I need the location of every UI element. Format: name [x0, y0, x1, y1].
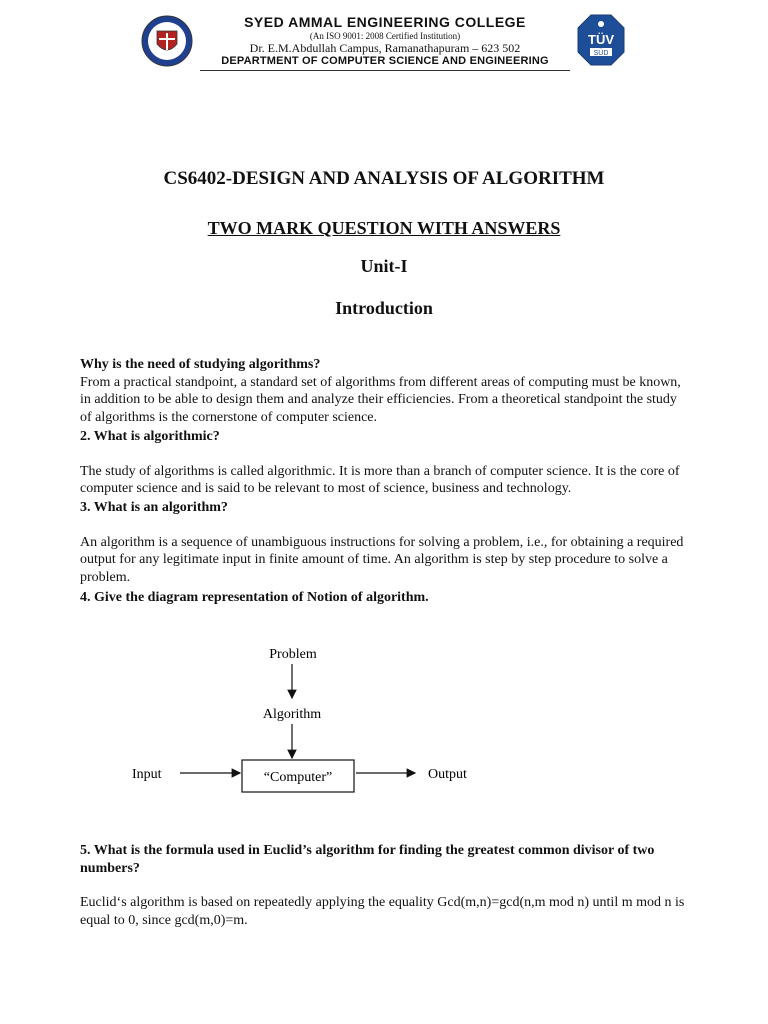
document-subtitle [0, 218, 768, 239]
qa-block-1 [80, 356, 690, 426]
diagram-output-label: Output [428, 767, 467, 782]
qa-block-4 [80, 589, 690, 607]
question-5: 5. What is the formula used in Euclid’s algorithm for finding the greatest common divisor of two numbers? [80, 843, 655, 876]
tuv-logo-sub: SÜD [593, 50, 609, 57]
question-4: 4. Give the diagram representation of Notion of algorithm. [80, 590, 429, 605]
qa-block-2 [80, 428, 690, 498]
question-2: 2. What is algorithmic? [80, 429, 220, 444]
department-name: DEPARTMENT OF COMPUTER SCIENCE AND ENGINEERING [221, 55, 549, 67]
college-name: SYED AMMAL ENGINEERING COLLEGE [244, 14, 526, 30]
header-divider [200, 70, 570, 71]
section-heading: Introduction [335, 298, 433, 318]
campus-address: Dr. E.M.Abdullah Campus, Ramanathapuram – 623 502 [249, 41, 521, 55]
question-1: Why is the need of studying algorithms? [80, 357, 321, 372]
diagram-computer-label: “Computer” [263, 770, 333, 785]
diagram-problem-label: Problem [269, 647, 317, 662]
tuv-logo-text: TÜV [588, 32, 614, 47]
question-3: 3. What is an algorithm? [80, 500, 228, 515]
diagram-input-label: Input [132, 767, 162, 782]
unit-heading: Unit-I [360, 256, 408, 276]
answer-5: Euclid‘s algorithm is based on repeatedly applying the equality Gcd(m,n)=gcd(n,m mod n) until m mod n is equal to 0, since gcd(m,0)=m. [80, 895, 685, 928]
notion-of-algorithm-diagram [120, 640, 500, 800]
qa-block-3 [80, 499, 690, 586]
tuv-certification-logo [577, 14, 625, 66]
subtitle-text: TWO MARK QUESTION WITH ANSWERS [207, 218, 561, 238]
answer-3: An algorithm is a sequence of unambiguous instructions for solving a problem, i.e., for obtaining a required output for any legitimate input in finite amount of time. An algorithm is step by step procedure to solve a problem. [80, 534, 684, 585]
course-title: CS6402-DESIGN AND ANALYSIS OF ALGORITHM [163, 168, 605, 189]
college-logo [140, 14, 194, 68]
answer-2: The study of algorithms is called algorithmic. It is more than a branch of computer science. It is the core of computer science and is said to be relevant to most of science, business and technology. [80, 463, 680, 496]
certification-note: (An ISO 9001: 2008 Certified Institution) [309, 31, 461, 41]
diagram-algorithm-label: Algorithm [262, 707, 322, 722]
answer-1: From a practical standpoint, a standard set of algorithms from different areas of computing must be known, in addition to be able to design them and analyze their efficiencies. From a theoretical standpoint the study of algorithms is the cornerstone of computer science. [80, 374, 681, 425]
qa-block-5 [80, 842, 690, 929]
